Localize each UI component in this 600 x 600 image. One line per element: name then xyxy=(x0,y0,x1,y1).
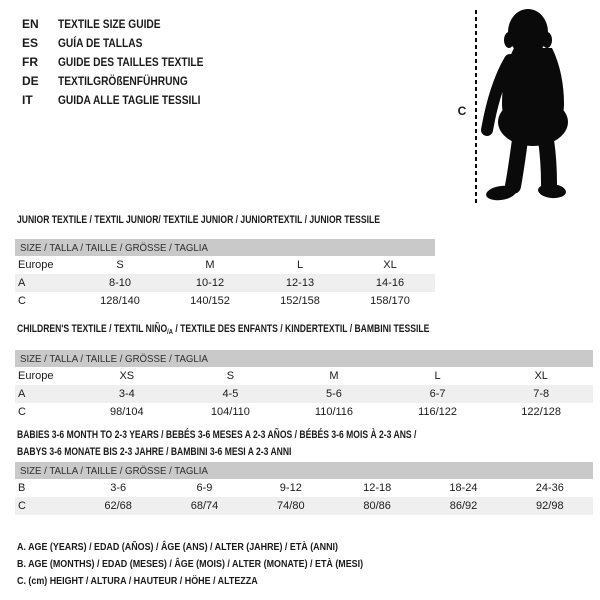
title-text: / TEXTILE DES ENFANTS / KINDERTEXTIL / BAMBINI TESSILE xyxy=(172,323,430,335)
size-value-cell: 8-10 xyxy=(108,277,132,289)
legend-notes xyxy=(17,539,424,590)
size-value-cell: 122/128 xyxy=(521,406,562,418)
table-row-c xyxy=(15,403,593,421)
size-value-cell: XL xyxy=(534,370,548,382)
junior-textile-section xyxy=(15,214,435,307)
language-code: EN xyxy=(22,17,39,31)
row-label: Europe xyxy=(18,370,54,382)
toddler-silhouette-icon xyxy=(450,2,600,214)
table-row-a xyxy=(15,385,593,403)
size-value-cell: 152/158 xyxy=(280,295,320,307)
children-size-table xyxy=(15,350,593,421)
guide-title-de: TEXTILGRÖßENFÜHRUNG xyxy=(58,74,188,88)
row-label: B xyxy=(18,482,26,494)
size-value-cell: 3-6 xyxy=(110,482,127,494)
language-row-de xyxy=(22,72,229,91)
table-row-europe xyxy=(15,256,435,274)
size-value-cell: 116/122 xyxy=(418,406,458,418)
size-value-cell: 10-12 xyxy=(195,277,225,289)
title-line-2: BABYS 3-6 MONATE BIS 2-3 JAHRE / BAMBINI 3-6 MESI A 2-3 ANNI xyxy=(17,446,292,458)
babies-size-table xyxy=(15,462,593,515)
size-header-label: SIZE / TALLA / TAILLE / GRÖSSE / TAGLIA xyxy=(20,464,208,477)
row-label: C xyxy=(18,500,26,512)
size-value-cell: 128/140 xyxy=(100,295,140,307)
size-value-cell: 68/74 xyxy=(190,500,219,512)
row-label: Europe xyxy=(18,259,54,271)
size-header-label: SIZE / TALLA / TAILLE / GRÖSSE / TAGLIA xyxy=(20,241,208,254)
size-value-cell: 24-36 xyxy=(535,482,564,494)
children-textile-section xyxy=(15,323,593,418)
guide-title-it: GUIDA ALLE TAGLIE TESSILI xyxy=(58,93,201,107)
row-label: A xyxy=(18,277,26,289)
table-row-b xyxy=(15,479,593,497)
size-value-cell: 5-6 xyxy=(326,388,342,400)
size-value-cell: 62/68 xyxy=(104,500,132,512)
table-row-a xyxy=(15,274,435,292)
guide-title-en: TEXTILE SIZE GUIDE xyxy=(58,17,161,31)
table-row-europe xyxy=(15,367,593,385)
language-code: IT xyxy=(22,93,33,107)
size-value-cell: 9-12 xyxy=(279,482,302,494)
title-text: CHILDREN'S TEXTILE / TEXTIL NIÑO xyxy=(17,323,168,335)
guide-title-es: GUÍA DE TALLAS xyxy=(58,36,143,50)
language-row-it xyxy=(22,91,229,110)
language-row-es xyxy=(22,34,229,53)
table-title-junior: JUNIOR TEXTILE / TEXTIL JUNIOR/ TEXTILE JUNIOR / JUNIORTEXTIL / JUNIOR TESSILE xyxy=(17,214,380,226)
size-value-cell: S xyxy=(116,259,124,271)
size-value-cell: 98/104 xyxy=(109,406,144,418)
size-value-cell: 6-9 xyxy=(196,482,213,494)
table-title-children xyxy=(17,323,593,338)
language-row-en xyxy=(22,15,229,34)
size-value-cell: M xyxy=(329,370,339,382)
size-value-cell: 3-4 xyxy=(118,388,135,400)
size-value-cell: 80/86 xyxy=(363,500,391,512)
babies-textile-section xyxy=(15,427,593,512)
size-value-cell: 7-8 xyxy=(533,388,550,400)
size-value-cell: 14-16 xyxy=(375,277,405,289)
language-row-fr xyxy=(22,53,229,72)
row-label: C xyxy=(18,406,26,418)
table-title-babies xyxy=(17,427,593,461)
table-row-c xyxy=(15,497,593,515)
size-value-cell: 86/92 xyxy=(449,500,478,512)
size-value-cell: 12-18 xyxy=(363,482,392,494)
junior-size-table xyxy=(15,239,435,310)
size-value-cell: 18-24 xyxy=(449,482,478,494)
size-value-cell: XS xyxy=(119,370,135,382)
title-line-1: BABIES 3-6 MONTH TO 2-3 YEARS / BEBÉS 3-6 MESES A 2-3 AÑOS / BÉBÉS 3-6 MOIS À 2-3 ANS / xyxy=(17,429,417,441)
size-value-cell: 12-13 xyxy=(285,277,315,289)
size-header-bar xyxy=(15,350,593,367)
note-age-months: B. AGE (MONTHS) / EDAD (MESES) / ÂGE (MOIS) / ALTER (MONATE) / ETÀ (MESI) xyxy=(17,558,364,570)
note-age-years: A. AGE (YEARS) / EDAD (AÑOS) / ÂGE (ANS) / ALTER (JAHRE) / ETÀ (ANNI) xyxy=(17,541,338,553)
size-value-cell: XL xyxy=(383,259,397,271)
size-value-cell: 74/80 xyxy=(277,500,305,512)
size-header-label: SIZE / TALLA / TAILLE / GRÖSSE / TAGLIA xyxy=(20,352,208,365)
row-label: C xyxy=(18,295,26,307)
size-value-cell: S xyxy=(226,370,235,382)
size-value-cell: 4-5 xyxy=(222,388,239,400)
row-label: A xyxy=(18,388,26,400)
height-measure-label: C xyxy=(457,104,467,118)
size-value-cell: 158/170 xyxy=(370,295,410,307)
title-subscript: /A xyxy=(167,327,173,336)
size-value-cell: 6-7 xyxy=(429,388,446,400)
size-value-cell: 140/152 xyxy=(190,295,230,307)
size-value-cell: M xyxy=(205,259,215,271)
guide-title-fr: GUIDE DES TAILLES TEXTILE xyxy=(58,55,204,69)
size-value-cell: 110/116 xyxy=(314,406,354,418)
language-code: ES xyxy=(22,36,39,50)
size-value-cell: 104/110 xyxy=(210,406,250,418)
note-height-cm: C. (cm) HEIGHT / ALTURA / HAUTEUR / HÖHE / ALTEZZA xyxy=(17,575,258,587)
size-value-cell: 92/98 xyxy=(536,500,564,512)
size-value-cell: L xyxy=(434,370,441,382)
table-row-c xyxy=(15,292,435,310)
language-title-list xyxy=(22,15,229,110)
language-code: DE xyxy=(22,74,39,88)
language-code: FR xyxy=(22,55,38,69)
size-header-bar xyxy=(15,239,435,256)
size-header-bar xyxy=(15,462,593,479)
size-value-cell: L xyxy=(296,259,304,271)
